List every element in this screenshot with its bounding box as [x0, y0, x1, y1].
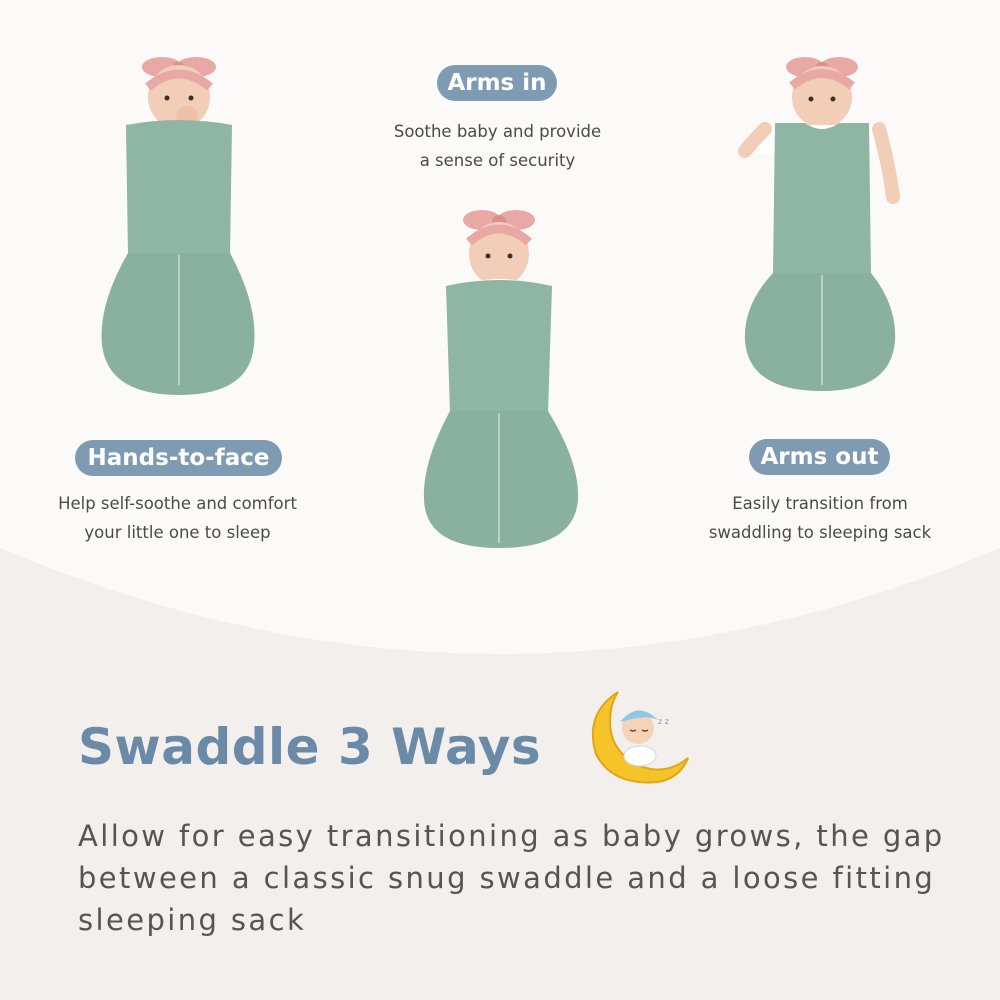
baby-arms-out-photo — [735, 55, 905, 395]
arms-out-description-line-2: swaddling to sleeping sack — [708, 523, 932, 542]
hands-to-face-label: Hands-to-face — [75, 440, 282, 476]
arms-out-description — [675, 489, 965, 547]
hands-to-face-description-line-2: your little one to sleep — [84, 523, 271, 542]
baby-arms-in-photo — [420, 208, 585, 553]
sleeping-baby-moon-icon — [588, 684, 692, 788]
baby-hands-to-face-photo — [90, 55, 270, 400]
arms-out-description-line-1: Easily transition from — [732, 494, 908, 513]
arms-in-description-line-1: Soothe baby and provide — [393, 122, 602, 141]
arms-in-label: Arms in — [437, 65, 557, 101]
hands-to-face-description — [25, 489, 330, 547]
description-paragraph: Allow for easy transitioning as baby grows, the gap between a classic snug swaddle and a loose fitting sleeping sack — [78, 819, 945, 937]
arms-out-label: Arms out — [749, 439, 890, 475]
svg-text:z z: z z — [658, 717, 669, 726]
arms-in-description — [345, 117, 650, 175]
page-title: Swaddle 3 Ways — [78, 718, 542, 776]
arms-in-description-line-2: a sense of security — [419, 151, 576, 170]
hands-to-face-description-line-1: Help self-soothe and comfort — [58, 494, 297, 513]
